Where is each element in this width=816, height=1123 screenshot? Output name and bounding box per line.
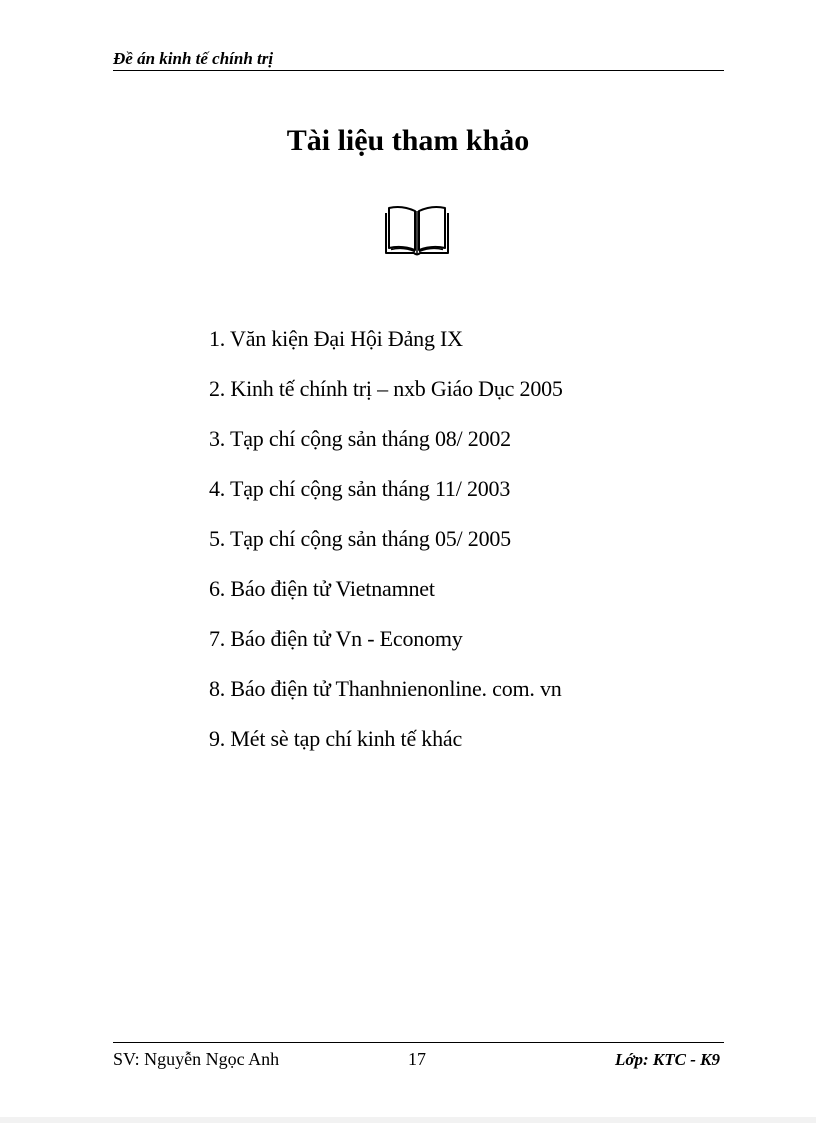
- list-item: 7. Báo điện tử Vn - Economy: [209, 626, 463, 651]
- open-book-icon: [383, 204, 451, 258]
- list-item: 9. Mét sè tạp chí kinh tế khác: [209, 726, 463, 751]
- page-title: Tài liệu tham khảo: [286, 124, 530, 157]
- list-item: 5. Tạp chí cộng sản tháng 05/ 2005: [209, 526, 511, 551]
- list-item: 1. Văn kiện Đại Hội Đảng IX: [209, 326, 463, 351]
- class-label: Lớp: KTC - K9: [615, 1050, 720, 1069]
- list-item: 4. Tạp chí cộng sản tháng 11/ 2003: [209, 476, 511, 501]
- page-footer: [113, 1042, 724, 1075]
- header-title: Đề án kinh tế chính trị: [113, 49, 274, 68]
- list-item: 8. Báo điện tử Thanhnienonline. com. vn: [209, 676, 562, 701]
- page-header: [113, 48, 724, 71]
- list-item: 2. Kinh tế chính trị – nxb Giáo Dục 2005: [209, 376, 563, 401]
- page-number: 17: [408, 1049, 426, 1069]
- page-bottom-edge: [0, 1117, 816, 1123]
- list-item: 3. Tạp chí cộng sản tháng 08/ 2002: [209, 426, 511, 451]
- list-item: 6. Báo điện tử Vietnamnet: [209, 576, 435, 601]
- reference-list: [209, 322, 563, 772]
- student-name: SV: Nguyễn Ngọc Anh: [113, 1049, 280, 1069]
